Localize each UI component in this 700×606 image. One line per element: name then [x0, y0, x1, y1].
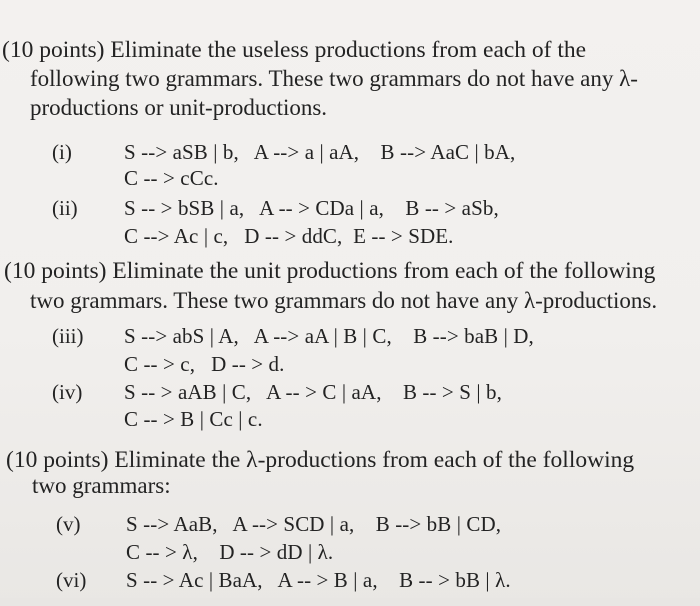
- q1-line-3: productions or unit-productions.: [30, 95, 328, 120]
- grammar-ii-row-1: S -- > bSB | a, A -- > CDa | a, B -- > aSb,: [124, 196, 499, 220]
- grammar-iii-row-1: S --> abS | A, A --> aA | B | C, B --> baB | D,: [124, 324, 534, 348]
- q3-line-2: two grammars:: [32, 473, 171, 498]
- grammar-label-vi: (vi): [56, 568, 87, 592]
- grammar-label-iii: (iii): [52, 324, 84, 348]
- q2-line-1: (10 points) Eliminate the unit productions from each of the following: [4, 258, 656, 284]
- q1-line-1: (10 points) Eliminate the useless productions from each of the: [2, 37, 587, 63]
- grammar-vi-row-1: S -- > Ac | BaA, A -- > B | a, B -- > bB | λ.: [126, 568, 511, 592]
- grammar-label-v: (v): [56, 512, 81, 536]
- grammar-v-row-2: C -- > λ, D -- > dD | λ.: [126, 540, 334, 564]
- grammar-label-i: (i): [52, 140, 72, 164]
- grammar-ii-row-2: C --> Ac | c, D -- > ddC, E -- > SDE.: [124, 224, 454, 248]
- grammar-iv-row-2: C -- > B | Cc | c.: [124, 407, 263, 431]
- grammar-iv-row-1: S -- > aAB | C, A -- > C | aA, B -- > S | b,: [124, 380, 502, 404]
- grammar-v-row-1: S --> AaB, A --> SCD | a, B --> bB | CD,: [126, 512, 502, 536]
- grammar-i-row-2: C -- > cCc.: [124, 166, 219, 190]
- grammar-label-ii: (ii): [52, 196, 78, 220]
- grammar-label-iv: (iv): [52, 380, 83, 404]
- cropped-text-edge: [0, 598, 700, 606]
- q1-line-2: following two grammars. These two grammars do not have any λ-: [30, 66, 638, 91]
- q3-line-1: (10 points) Eliminate the λ-productions from each of the following: [6, 447, 635, 473]
- grammar-i-row-1: S --> aSB | b, A --> a | aA, B --> AaC | bA,: [124, 140, 516, 164]
- q2-line-2: two grammars. These two grammars do not have any λ-productions.: [30, 288, 658, 313]
- grammar-iii-row-2: C -- > c, D -- > d.: [124, 352, 285, 376]
